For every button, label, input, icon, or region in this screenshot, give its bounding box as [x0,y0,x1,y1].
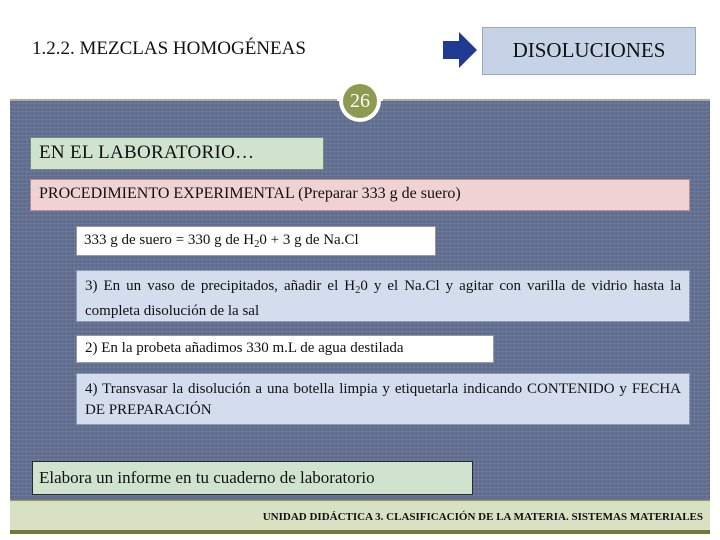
right-arrow-icon [441,30,479,70]
step-3-box [76,270,690,322]
procedure-heading: PROCEDIMIENTO EXPERIMENTAL (Preparar 333 g de suero) [30,179,690,211]
section-title: 1.2.2. MEZCLAS HOMOGÉNEAS [32,38,306,59]
slide-number: 26 [343,84,377,118]
step-2-box: 2) En la probeta añadimos 330 m.L de agua destilada [76,335,494,363]
lab-heading: EN EL LABORATORIO… [30,137,324,170]
step-3-text-after: 0 y el Na.Cl y agitar con varilla de vidrio hasta la completa disolución de la sal [85,278,681,320]
formula-box [76,226,436,256]
footer-accent-strip [10,530,710,534]
formula-subscript: 2 [254,239,260,251]
formula-text-after: 0 + 3 g de Na.Cl [259,232,359,248]
step-3-subscript: 2 [355,285,361,297]
step-4-box: 4) Transvasar la disolución a una botella limpia y etiquetarla indicando CONTENIDO y FECHA DE PREPARACIÓN [76,373,690,425]
topic-title: DISOLUCIONES [512,38,666,62]
slide-footer [10,500,710,531]
formula-text-before: 333 g de suero = 330 g de H [84,232,255,248]
report-instruction: Elabora un informe en tu cuaderno de laboratorio [32,461,473,495]
footer-text: UNIDAD DIDÁCTICA 3. CLASIFICACIÓN DE LA MATERIA. SISTEMAS MATERIALES [262,511,703,523]
slide-number-badge [339,80,381,122]
step-3-text-before: 3) En un vaso de precipitados, añadir el H [85,278,356,294]
topic-title-box [482,27,696,75]
